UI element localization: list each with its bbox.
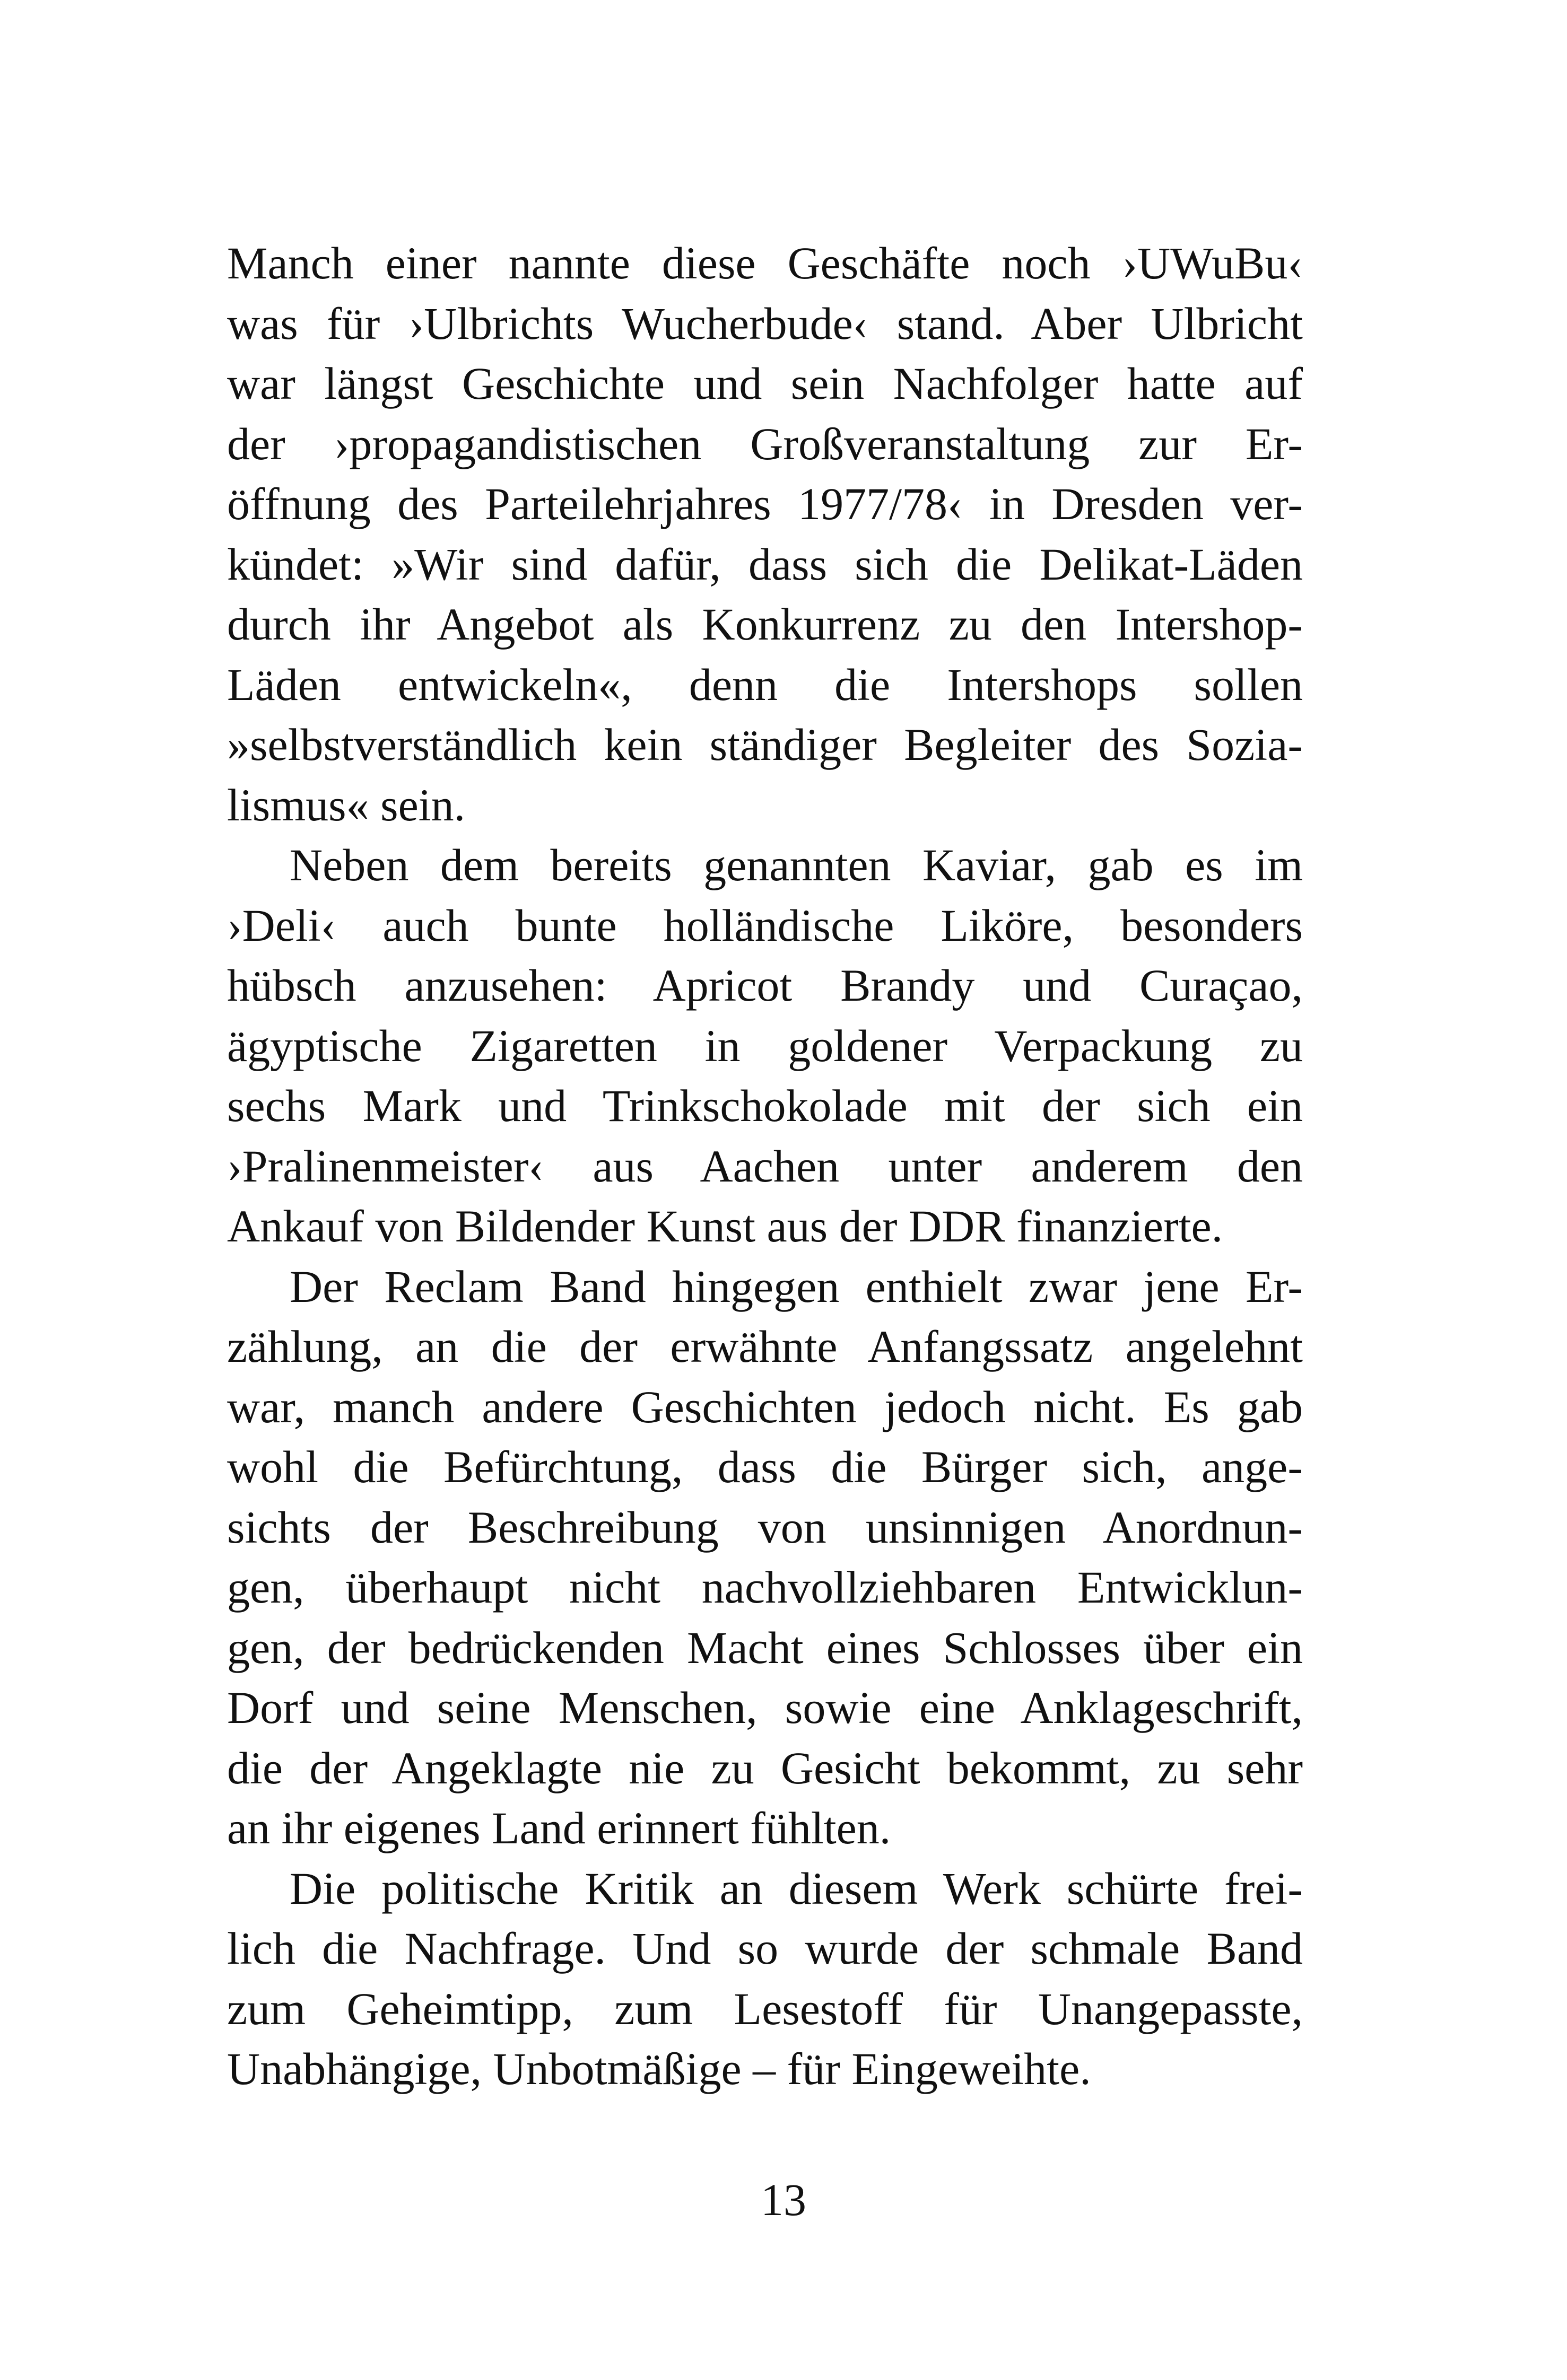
text-line: sechs Mark und Trinkschokolade mit der sich ein <box>227 1080 1303 1131</box>
text-line: war, manch andere Geschichten jedoch nicht. Es gab <box>227 1381 1303 1432</box>
text-line: Ankauf von Bildender Kunst aus der DDR finanzierte. <box>227 1201 1223 1252</box>
paragraph-1 <box>227 233 1303 835</box>
text-line: Die politische Kritik an diesem Werk schürte frei- <box>290 1862 1303 1914</box>
paragraph-2 <box>227 835 1303 1257</box>
paragraph-4 <box>227 1859 1303 2099</box>
text-line: gen, überhaupt nicht nachvollziehbaren Entwicklun- <box>227 1562 1303 1613</box>
text-line: die der Angeklagte nie zu Gesicht bekommt, zu sehr <box>227 1742 1303 1793</box>
text-line: der ›propagandistischen Großveranstaltung zur Er- <box>227 418 1303 469</box>
text-line: wohl die Befürchtung, dass die Bürger sich, ange- <box>227 1441 1303 1492</box>
text-line: lich die Nachfrage. Und so wurde der schmale Band <box>227 1923 1303 1974</box>
text-line: öffnung des Parteilehrjahres 1977/78‹ in Dresden ver- <box>227 478 1303 529</box>
text-line: Unabhängige, Unbotmäßige – für Eingeweihte. <box>227 2043 1091 2094</box>
text-line: durch ihr Angebot als Konkurrenz zu den Intershop- <box>227 599 1303 650</box>
text-line: Der Reclam Band hingegen enthielt zwar jene Er- <box>290 1261 1303 1312</box>
text-line: Dorf und seine Menschen, sowie eine Anklageschrift, <box>227 1682 1303 1733</box>
text-line: ›Pralinenmeister‹ aus Aachen unter anderem den <box>227 1140 1303 1192</box>
text-line: ägyptische Zigaretten in goldener Verpackung zu <box>227 1020 1303 1071</box>
text-line: zählung, an die der erwähnte Anfangssatz angelehnt <box>227 1321 1303 1372</box>
text-line: war längst Geschichte und sein Nachfolger hatte auf <box>227 358 1303 409</box>
page-number: 13 <box>761 2174 806 2225</box>
text-line: hübsch anzusehen: Apricot Brandy und Curaçao, <box>227 960 1303 1011</box>
text-line: zum Geheimtipp, zum Lesestoff für Unangepasste, <box>227 1983 1303 2034</box>
text-line: Manch einer nannte diese Geschäfte noch ›UWuBu‹ <box>227 238 1303 288</box>
text-line: was für ›Ulbrichts Wucherbude‹ stand. Aber Ulbricht <box>227 298 1303 349</box>
text-line: kündet: »Wir sind dafür, dass sich die Delikat-Läden <box>227 538 1303 590</box>
text-line: sichts der Beschreibung von unsinnigen Anordnun- <box>227 1501 1303 1553</box>
text-line: gen, der bedrückenden Macht eines Schlosses über ein <box>227 1622 1303 1673</box>
text-line: »selbstverständlich kein ständiger Begleiter des Sozia- <box>227 719 1303 770</box>
text-line: ›Deli‹ auch bunte holländische Liköre, besonders <box>227 899 1303 951</box>
body-text <box>227 233 1303 2099</box>
text-line: lismus« sein. <box>227 779 466 830</box>
text-line: Neben dem bereits genannten Kaviar, gab es im <box>290 839 1303 890</box>
text-line: Läden entwickeln«, denn die Intershops sollen <box>227 659 1303 710</box>
paragraph-3 <box>227 1257 1303 1859</box>
text-line: an ihr eigenes Land erinnert fühlten. <box>227 1802 891 1853</box>
